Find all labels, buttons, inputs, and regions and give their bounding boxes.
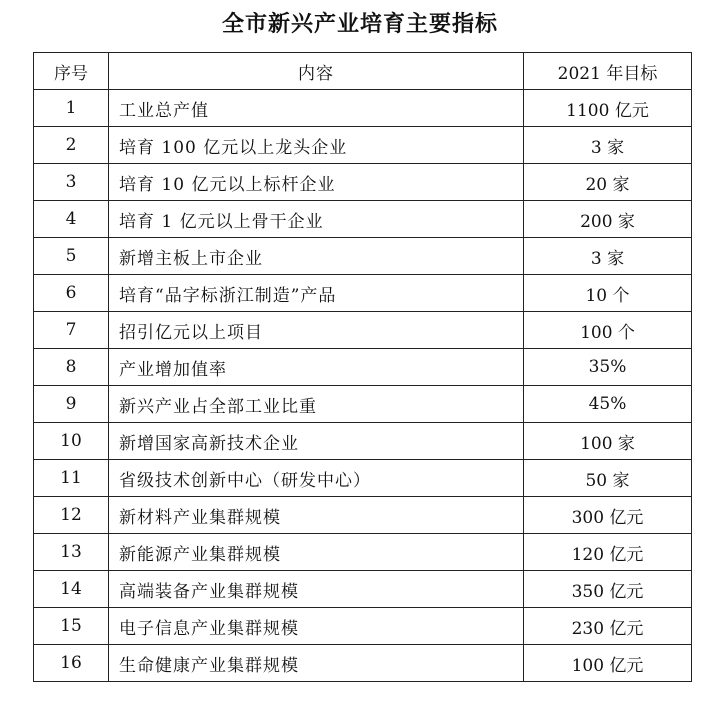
cell-target: 300 亿元 bbox=[524, 497, 692, 534]
table-row bbox=[34, 238, 692, 275]
table-row bbox=[34, 608, 692, 645]
cell-seq: 15 bbox=[34, 608, 109, 645]
document-title: 全市新兴产业培育主要指标 bbox=[221, 12, 498, 37]
cell-seq: 7 bbox=[34, 312, 109, 349]
cell-target: 45% bbox=[524, 386, 692, 423]
table-row bbox=[34, 90, 692, 127]
cell-content: 新增主板上市企业 bbox=[109, 238, 524, 275]
cell-target: 35% bbox=[524, 349, 692, 386]
cell-target: 1100 亿元 bbox=[524, 90, 692, 127]
table-header bbox=[34, 53, 692, 90]
cell-seq: 1 bbox=[34, 90, 109, 127]
cell-seq: 3 bbox=[34, 164, 109, 201]
header-target: 2021 年目标 bbox=[524, 53, 692, 90]
cell-content: 省级技术创新中心（研发中心） bbox=[109, 460, 524, 497]
cell-content: 工业总产值 bbox=[109, 90, 524, 127]
cell-content: 新增国家高新技术企业 bbox=[109, 423, 524, 460]
cell-content: 培育“品字标浙江制造”产品 bbox=[109, 275, 524, 312]
indicators-table bbox=[33, 52, 692, 682]
cell-content: 培育 10 亿元以上标杆企业 bbox=[109, 164, 524, 201]
cell-seq: 13 bbox=[34, 534, 109, 571]
cell-content: 新能源产业集群规模 bbox=[109, 534, 524, 571]
table-row bbox=[34, 497, 692, 534]
cell-seq: 11 bbox=[34, 460, 109, 497]
cell-target: 350 亿元 bbox=[524, 571, 692, 608]
table-row bbox=[34, 534, 692, 571]
cell-target: 3 家 bbox=[524, 127, 692, 164]
table-row bbox=[34, 460, 692, 497]
cell-seq: 2 bbox=[34, 127, 109, 164]
header-row bbox=[34, 53, 692, 90]
cell-target: 3 家 bbox=[524, 238, 692, 275]
cell-target: 100 亿元 bbox=[524, 645, 692, 682]
cell-target: 100 个 bbox=[524, 312, 692, 349]
table-row bbox=[34, 349, 692, 386]
cell-target: 120 亿元 bbox=[524, 534, 692, 571]
cell-content: 新材料产业集群规模 bbox=[109, 497, 524, 534]
cell-content: 高端装备产业集群规模 bbox=[109, 571, 524, 608]
cell-seq: 14 bbox=[34, 571, 109, 608]
cell-content: 招引亿元以上项目 bbox=[109, 312, 524, 349]
cell-seq: 10 bbox=[34, 423, 109, 460]
cell-target: 10 个 bbox=[524, 275, 692, 312]
table-row bbox=[34, 312, 692, 349]
header-seq: 序号 bbox=[34, 53, 109, 90]
cell-seq: 4 bbox=[34, 201, 109, 238]
cell-seq: 8 bbox=[34, 349, 109, 386]
table-row bbox=[34, 127, 692, 164]
table-row bbox=[34, 275, 692, 312]
cell-target: 230 亿元 bbox=[524, 608, 692, 645]
table-row bbox=[34, 423, 692, 460]
cell-target: 200 家 bbox=[524, 201, 692, 238]
table-row bbox=[34, 201, 692, 238]
cell-target: 20 家 bbox=[524, 164, 692, 201]
cell-content: 生命健康产业集群规模 bbox=[109, 645, 524, 682]
cell-seq: 5 bbox=[34, 238, 109, 275]
cell-content: 产业增加值率 bbox=[109, 349, 524, 386]
cell-content: 培育 100 亿元以上龙头企业 bbox=[109, 127, 524, 164]
table-row bbox=[34, 386, 692, 423]
cell-seq: 9 bbox=[34, 386, 109, 423]
table-row bbox=[34, 164, 692, 201]
cell-content: 电子信息产业集群规模 bbox=[109, 608, 524, 645]
cell-content: 培育 1 亿元以上骨干企业 bbox=[109, 201, 524, 238]
header-content: 内容 bbox=[109, 53, 524, 90]
cell-seq: 16 bbox=[34, 645, 109, 682]
table-row bbox=[34, 645, 692, 682]
cell-seq: 6 bbox=[34, 275, 109, 312]
cell-content: 新兴产业占全部工业比重 bbox=[109, 386, 524, 423]
cell-seq: 12 bbox=[34, 497, 109, 534]
table-row bbox=[34, 571, 692, 608]
cell-target: 100 家 bbox=[524, 423, 692, 460]
table-body bbox=[34, 90, 692, 682]
cell-target: 50 家 bbox=[524, 460, 692, 497]
